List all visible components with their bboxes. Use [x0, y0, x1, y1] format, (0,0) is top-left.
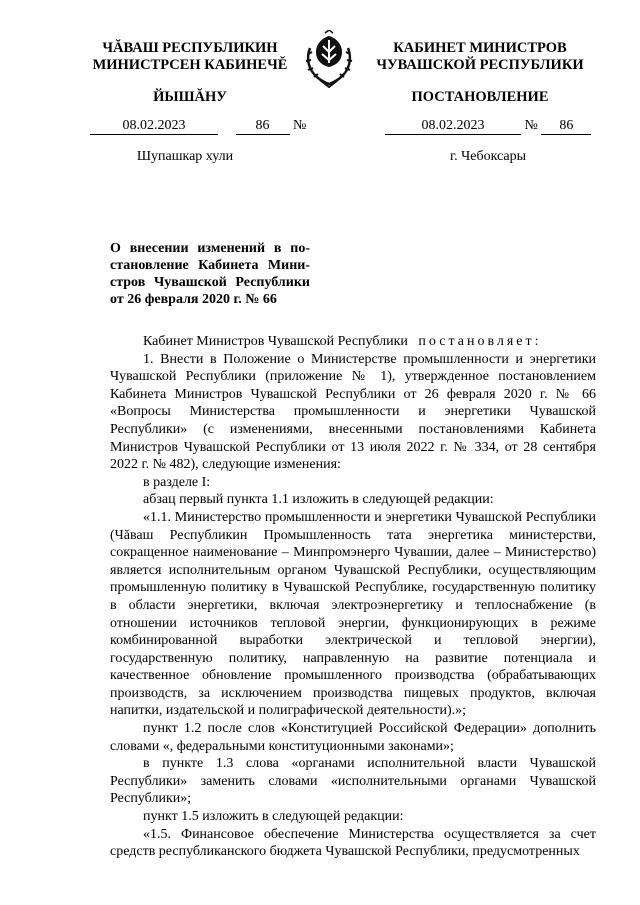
body-paragraph: 1. Внести в Положение о Министерстве промышленности и энергетики Чувашской Республики (приложение № 1), утвержденное постановлением Кабинета Министров Чувашской Республики от 26 февраля 2020 г. № 66 «Вопросы Министерства промышленности и энергетики Чувашской Республики» (с изменениями, внесенными постановлениями Кабинета Министров Чувашской Республики от 13 июля 2022 г. № 334, от 28 сентября 2022 г. № 482), следующие изменения:: [110, 351, 596, 473]
body-paragraph: «1.1. Министерство промышленности и энергетики Чувашской Республики (Чăваш Республикин Промышленность тата энергетика министерстви, сокращенное наименование – Минпромэнерго Чувашии, далее – Министерство) является исполнительным органом Чувашской Республики, осуществляющим промышленную политику в Чувашской Республике, государственную политику в области энергетики, включая электроэнергетику и теплоснабжение (в отношении источников тепловой энергии, функционирующих в режиме комбинированной выработки электрической и тепловой энергии), государственную политику, направленную на развитие потенциала и качественное обновление промышленного производства (обрабатывающих производств, за исключением производства пищевых продуктов, включая напитки, издательской и полиграфической деятельности).»;: [110, 509, 596, 719]
body-paragraph: в пункте 1.3 слова «органами исполнительной власти Чувашской Республики» заменить словами «исполнительными органами Чувашской Республики»;: [110, 756, 596, 807]
place-left: Шупашкар хули: [136, 149, 234, 164]
doc-number-row-left: [90, 118, 306, 135]
place-right: г. Чебоксары: [449, 149, 527, 164]
intro-text: Кабинет Министров Чувашской Республики: [143, 334, 408, 349]
doc-number-row-right: [385, 118, 591, 135]
header-right: [346, 40, 614, 74]
header-left: [70, 40, 310, 74]
title-line: становление Кабинета Мини-: [110, 258, 310, 273]
title-line: от 26 февраля 2020 г. № 66: [110, 292, 277, 307]
number-sign-right: №: [524, 118, 538, 133]
body-paragraph-intro: [110, 333, 596, 351]
document-body: [110, 333, 596, 861]
header-right-doc-type: ПОСТАНОВЛЕНИЕ: [411, 89, 549, 105]
header-left-doc-type: ЙЫШĂНУ: [153, 89, 227, 105]
title-line: О внесении изменений в по-: [110, 241, 310, 256]
title-line: стров Чувашской Республики: [110, 275, 310, 290]
intro-spaced-verb: постановляет:: [418, 334, 542, 349]
body-paragraph: пункт 1.2 после слов «Конституцией Российской Федерации» дополнить словами «, федеральными конституционными законами»;: [110, 721, 596, 754]
header-left-line-2: МИНИСТРСЕН КАБИНЕЧĔ: [92, 57, 288, 73]
body-paragraph: абзац первый пункта 1.1 изложить в следующей редакции:: [143, 492, 494, 508]
header-right-line-2: ЧУВАШСКОЙ РЕСПУБЛИКИ: [376, 57, 584, 73]
doc-date-left: 08.02.2023: [90, 118, 218, 135]
header-left-line-1: ЧĂВАШ РЕСПУБЛИКИН: [102, 40, 278, 56]
document-title: [110, 240, 310, 308]
header-right-line-1: КАБИНЕТ МИНИСТРОВ: [393, 40, 567, 56]
body-paragraph: пункт 1.5 изложить в следующей редакции:: [143, 809, 404, 825]
doc-date-right: 08.02.2023: [385, 118, 521, 135]
doc-number-right: 86: [541, 118, 591, 135]
doc-number-left: 86: [236, 118, 290, 135]
body-paragraph: в разделе I:: [143, 474, 211, 490]
number-sign-left: №: [293, 118, 307, 133]
body-paragraph: «1.5. Финансовое обеспечение Министерства осуществляется за счет средств республиканского бюджета Чувашской Республики, предусмотренных: [110, 826, 596, 860]
